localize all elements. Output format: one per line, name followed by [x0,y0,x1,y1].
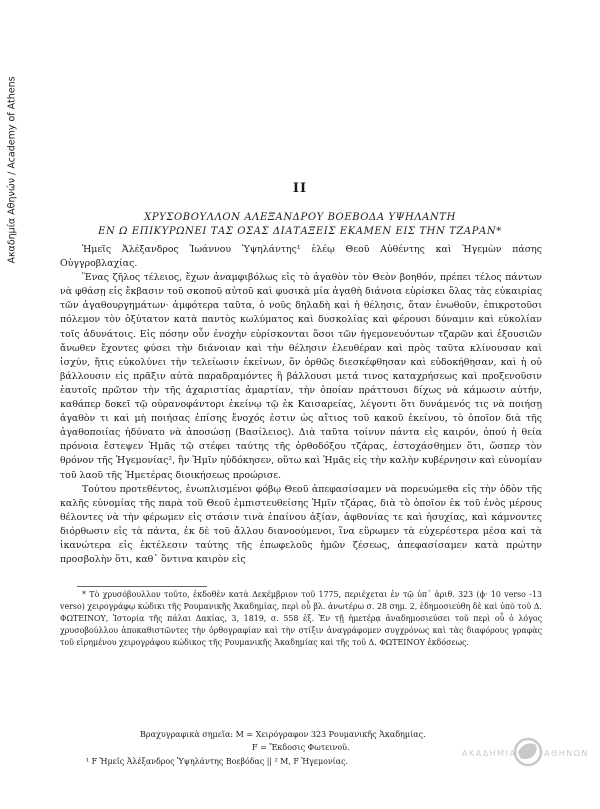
academy-logo [462,732,589,772]
footnotes [60,589,542,649]
document-title-line-1: ΧΡΥΣΟΒΟΥΛΛΟΝ ΑΛΕΞΑΝΔΡΟΥ ΒΟΕΒΟΔΑ ΥΨΗΛΑΝΤΗ [144,212,456,223]
academy-logo-graphic [462,732,589,772]
document-title-line-2: ΕΝ Ω ΕΠΙΚΥΡΩΝΕΙ ΤΑΣ ΟΣΑΣ ΔΙΑΤΑΞΕΙΣ ΕΚΑΜΕΝ ΕΙΣ ΤΗΝ ΤΖΑΡΑΝ* [98,226,502,237]
archive-watermark-text: Ακαδημία Αθηνών / Academy of Athens [6,76,18,264]
archive-watermark [0,70,24,270]
footnote: * Τὸ χρυσόβουλλον τοῦτο, ἐκδοθὲν κατὰ Δεκέμβριον τοῦ 1775, περιέχεται ἐν τῷ ὑπ᾽ ἀριθ. 323 (ϕ· 10 verso -13 verso) χειρογράφῳ κώδικι τῆς Ρουμανικῆς Ἀκαδημίας, περὶ οὗ βλ. ἀνωτέρω σ. 28 σημ. 2, ἐδημοσιεύθη δὲ καὶ ὑπὸ τοῦ Δ. ΦΩΤΕΙΝΟΥ, Ἱστορία τῆς πάλαι Δακίας, 3, 1819, σ. 558 ἑξ. Ἐν τῇ ἡμετέρᾳ ἀναδημοσιεύσει τοῦ περὶ οὗ ὁ λόγος χρυσοβούλλου ἀποκαθιστῶντες τὴν ὀρθογραφίαν καὶ τὴν στίξιν ἀναγράφομεν συγχρόνως καὶ τὰς διαφόρους γραφὰς τοῦ εἰρημένου χειρογράφου κώδικος τῆς Ρουμανικῆς Ἀκαδημίας καὶ τῆς τοῦ Δ. ΦΩΤΕΙΝΟΥ ἐκδόσεως. [60,590,542,647]
document-body [60,243,542,567]
athena-head-icon [515,739,541,765]
abbreviation-item: F = Ἔκδοσις Φωτεινοῦ. [252,743,350,752]
critical-apparatus: ¹ F Ἡμεῖς Ἀλέξανδρος Ὑψηλάντης Βοεβόδας || ² M, F Ἡγεμονίας. [86,757,349,766]
abbreviation-item: M = Χειρόγραφον 323 Ρουμανικῆς Ἀκαδημίας. [235,730,426,739]
chapter-number: II [292,181,308,196]
abbreviations-label: Βραχυγραφικὰ σημεῖα: [140,730,234,739]
logo-text-right: ΑΘΗΝΩΝ [544,749,589,758]
body-paragraph: Τούτου προτεθέντος, ἐνωπλισμένοι φόβῳ Θεοῦ ἀπεφασίσαμεν νὰ πορευώμεθα εἰς τὴν ὁδὸν τῆς καλῆς εὐνομίας τῆς παρὰ τοῦ Θεοῦ ἐμπιστευθείσης Ἡμῖν τζάρας, διὰ τὸ ὁποῖον ἐκ τοῦ ἑνὸς μέρους θέλοντες νὰ τὴν φέρωμεν εἰς στάσιν τινὰ ἐπαίνου ἀξίαν, ἀφθονίας τε καὶ ἡσυχίας, καὶ κάμνοντες διόρθωσιν εἰς τὰ πάντα, ἐκ δὲ τοῦ ἄλλου διανοούμενοι, ἵνα εὕρωμεν τὰ εὐχερέστερα μέσα καὶ τὰ ἱκανώτερα εἰς ἐκτέλεσιν ταύτης τῆς ἐπωφελοῦς ἡμῶν ζέσεως, ἀπεφασίσαμεν κατὰ πρώτην προσβολὴν ὅτι, καθ᾽ ὅντινα καιρὸν εἰς [60,483,542,566]
body-paragraph: Ἕνας ζῆλος τέλειος, ἔχων ἀναμφιβόλως εἰς τὸ ἀγαθὸν τὸν Θεὸν βοηθόν, πρέπει τέλος πάντων νὰ φθάσῃ εἰς ἔκβασιν τοῦ σκοποῦ αὐτοῦ καὶ φυσικὰ μία ἀγαθὴ διάνοια εὑρίσκει ὅλας τὰς εὐκαιρίας τῶν ἀγαθουργημάτων· ἀμφότερα ταῦτα, ὁ νοῦς δηλαδὴ καὶ ἡ θέλησις, ὅταν ἑνωθοῦν, ἐπικροτοῦσι πόλεμον τὸν ὀξύτατον κατὰ παντὸς κωλύματος καὶ δυσκολίας καὶ φέρουσι δύναμιν καὶ εὐκολίαν τοῖς ἀδυνάτοις. Εἰς πόσην οὖν ἐνοχὴν εὑρίσκονται ὅσοι τῶν ἡγεμονευόντων τζαρῶν καὶ ἐξουσιῶν ἄνωθεν ἔχοντες φύσει τὴν διάνοιαν καὶ τὴν θέλησιν ἐλευθέραν καὶ πρὸς ταῦτα κλίνουσαν καὶ ἰσχύν, ἥτις εὐκολύνει τὴν τελείωσιν ἐκείνων, ὅν ὀρθῶς διεσκέφθησαν καὶ εὐδοκήθησαν, καὶ ἡ οὐ βάλλουσιν εἰς πρᾶξιν αὐτὰ παραδραμόντες ἢ βάλλουσι μετά τινος καταχρήσεως καὶ προξενοῦσιν ἑαυτοῖς πρῶτον τὴν τῆς ἀχαριστίας ἁμαρτίαν, τὴν ὁποίαν πράττουσι δίχως νὰ κάμωσιν αὐτήν, καθάπερ δοκεῖ τῷ οὐρανοφάντορι ἐκείνῳ τῷ ἐκ Καισαρείας, λέγοντι ὅτι δυνάμενός τις νὰ ποιήσῃ ἀγαθὸν τι καὶ μὴ ποιήσας ἐπίσης ἔνοχός ἐστιν ὡς αἴτιος τοῦ κακοῦ ἐκείνου, τὸ ὁποῖον διὰ τῆς ἀγαθοποιίας ἠδύνατο νὰ ἀποσώσῃ (Βασίλειος). Διὰ ταῦτα τοίνυν πάντα εἰς καιρόν, ὁπού ἡ θεία πρόνοια ἔστεψεν Ἡμᾶς τῷ στέφει ταύτης τῆς ὀρθοδόξου τζάρας, ἐστοχάσθημεν ὅτι, ὥσπερ τὸν θρόνον τῆς Ἡγεμονίας², ἣν Ἡμῖν ηὐδόκησεν, οὕτω καὶ Ἡμᾶς εἰς τὴν καλὴν κυβέρνησιν καὶ εὐνομίαν τοῦ λαοῦ τῆς Ἡμετέρας διοικήσεως προώρισε. [60,272,542,481]
logo-text-left: ΑΚΑΔΗΜΙΑ [462,749,517,758]
footnote-divider [77,586,207,587]
body-paragraph: Ἡμεῖς Ἀλέξανδρος Ἰωάννου Ὑψηλάντης¹ ἐλέῳ Θεοῦ Αὐθέντης καὶ Ἡγεμὼν πάσης Οὐγγροβλαχίας. [60,244,542,270]
